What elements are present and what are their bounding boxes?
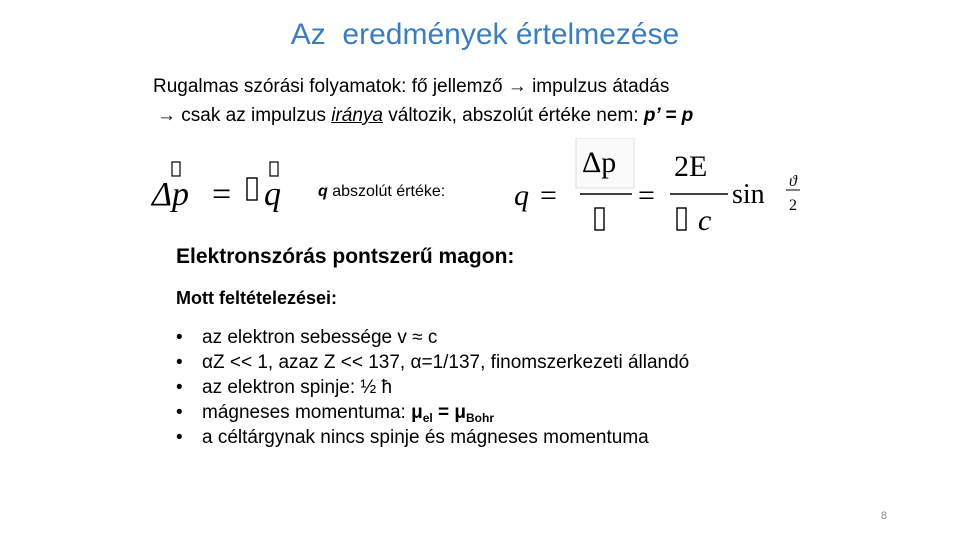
mu-subscript-el: el <box>422 411 433 425</box>
mu-symbol: μ <box>411 402 423 423</box>
intro-line-1: Rugalmas szórási folyamatok: fő jellemző → impulzus átadás <box>153 76 670 97</box>
assumptions-heading: Mott feltételezései: <box>176 288 338 308</box>
mu-subscript-bohr: Bohr <box>466 411 495 425</box>
list-item <box>176 400 689 425</box>
formula-rhs: q <box>264 176 281 213</box>
list-item: • a céltárgynak nincs spinje és mágneses momentuma <box>176 425 689 450</box>
formula-equals-1: = <box>540 179 557 212</box>
q-label-text: abszolút értéke: <box>327 183 446 200</box>
fraction-1-numerator: Δp <box>582 146 617 179</box>
angle-numerator: ϑ <box>789 173 797 190</box>
intro-line-2-underlined: iránya <box>331 105 383 126</box>
formula-equals-2: = <box>638 179 655 212</box>
missing-glyph-box <box>677 208 686 230</box>
formula-q: q <box>514 179 529 212</box>
slide-title: Az eredmények értelmezése <box>290 18 680 51</box>
missing-glyph-box <box>595 208 604 230</box>
formula-equals: = <box>212 176 232 213</box>
fraction-2-denominator: c <box>698 204 712 237</box>
list-item: • az elektron spinje: ½ ħ <box>176 375 689 400</box>
page-number: 8 <box>880 510 887 522</box>
intro-line-2-pre: → csak az impulzus <box>157 105 332 126</box>
angle-denominator: 2 <box>789 197 797 214</box>
equals-sign: = <box>432 402 455 423</box>
mu-symbol: μ <box>454 402 467 423</box>
section-title: Elektronszórás pontszerű magon: <box>176 245 515 268</box>
assumptions-list <box>176 325 689 450</box>
formula-lhs: Δp <box>152 176 189 213</box>
list-item: • αZ << 1, azaz Z << 137, α=1/137, finomszerkezeti állandó <box>176 350 689 375</box>
fraction-2-numerator: 2E <box>674 150 708 183</box>
formula-momentum-transfer <box>148 160 298 220</box>
intro-line-2 <box>157 105 693 127</box>
intro-line-2-post: változik, abszolút értéke nem: <box>382 105 644 126</box>
q-label <box>318 183 445 201</box>
formula-sin: sin <box>732 179 765 210</box>
q-label-symbol: q <box>318 183 328 200</box>
formula-q-magnitude <box>510 138 810 238</box>
vector-arrow-glyph <box>172 162 180 176</box>
vector-arrow-glyph <box>270 162 278 176</box>
missing-glyph-box <box>247 178 257 200</box>
momentum-equation: p’ = p <box>643 105 694 126</box>
magnetic-moment-label: mágneses momentuma: <box>202 402 412 423</box>
list-item: • az elektron sebessége v ≈ c <box>176 325 689 350</box>
